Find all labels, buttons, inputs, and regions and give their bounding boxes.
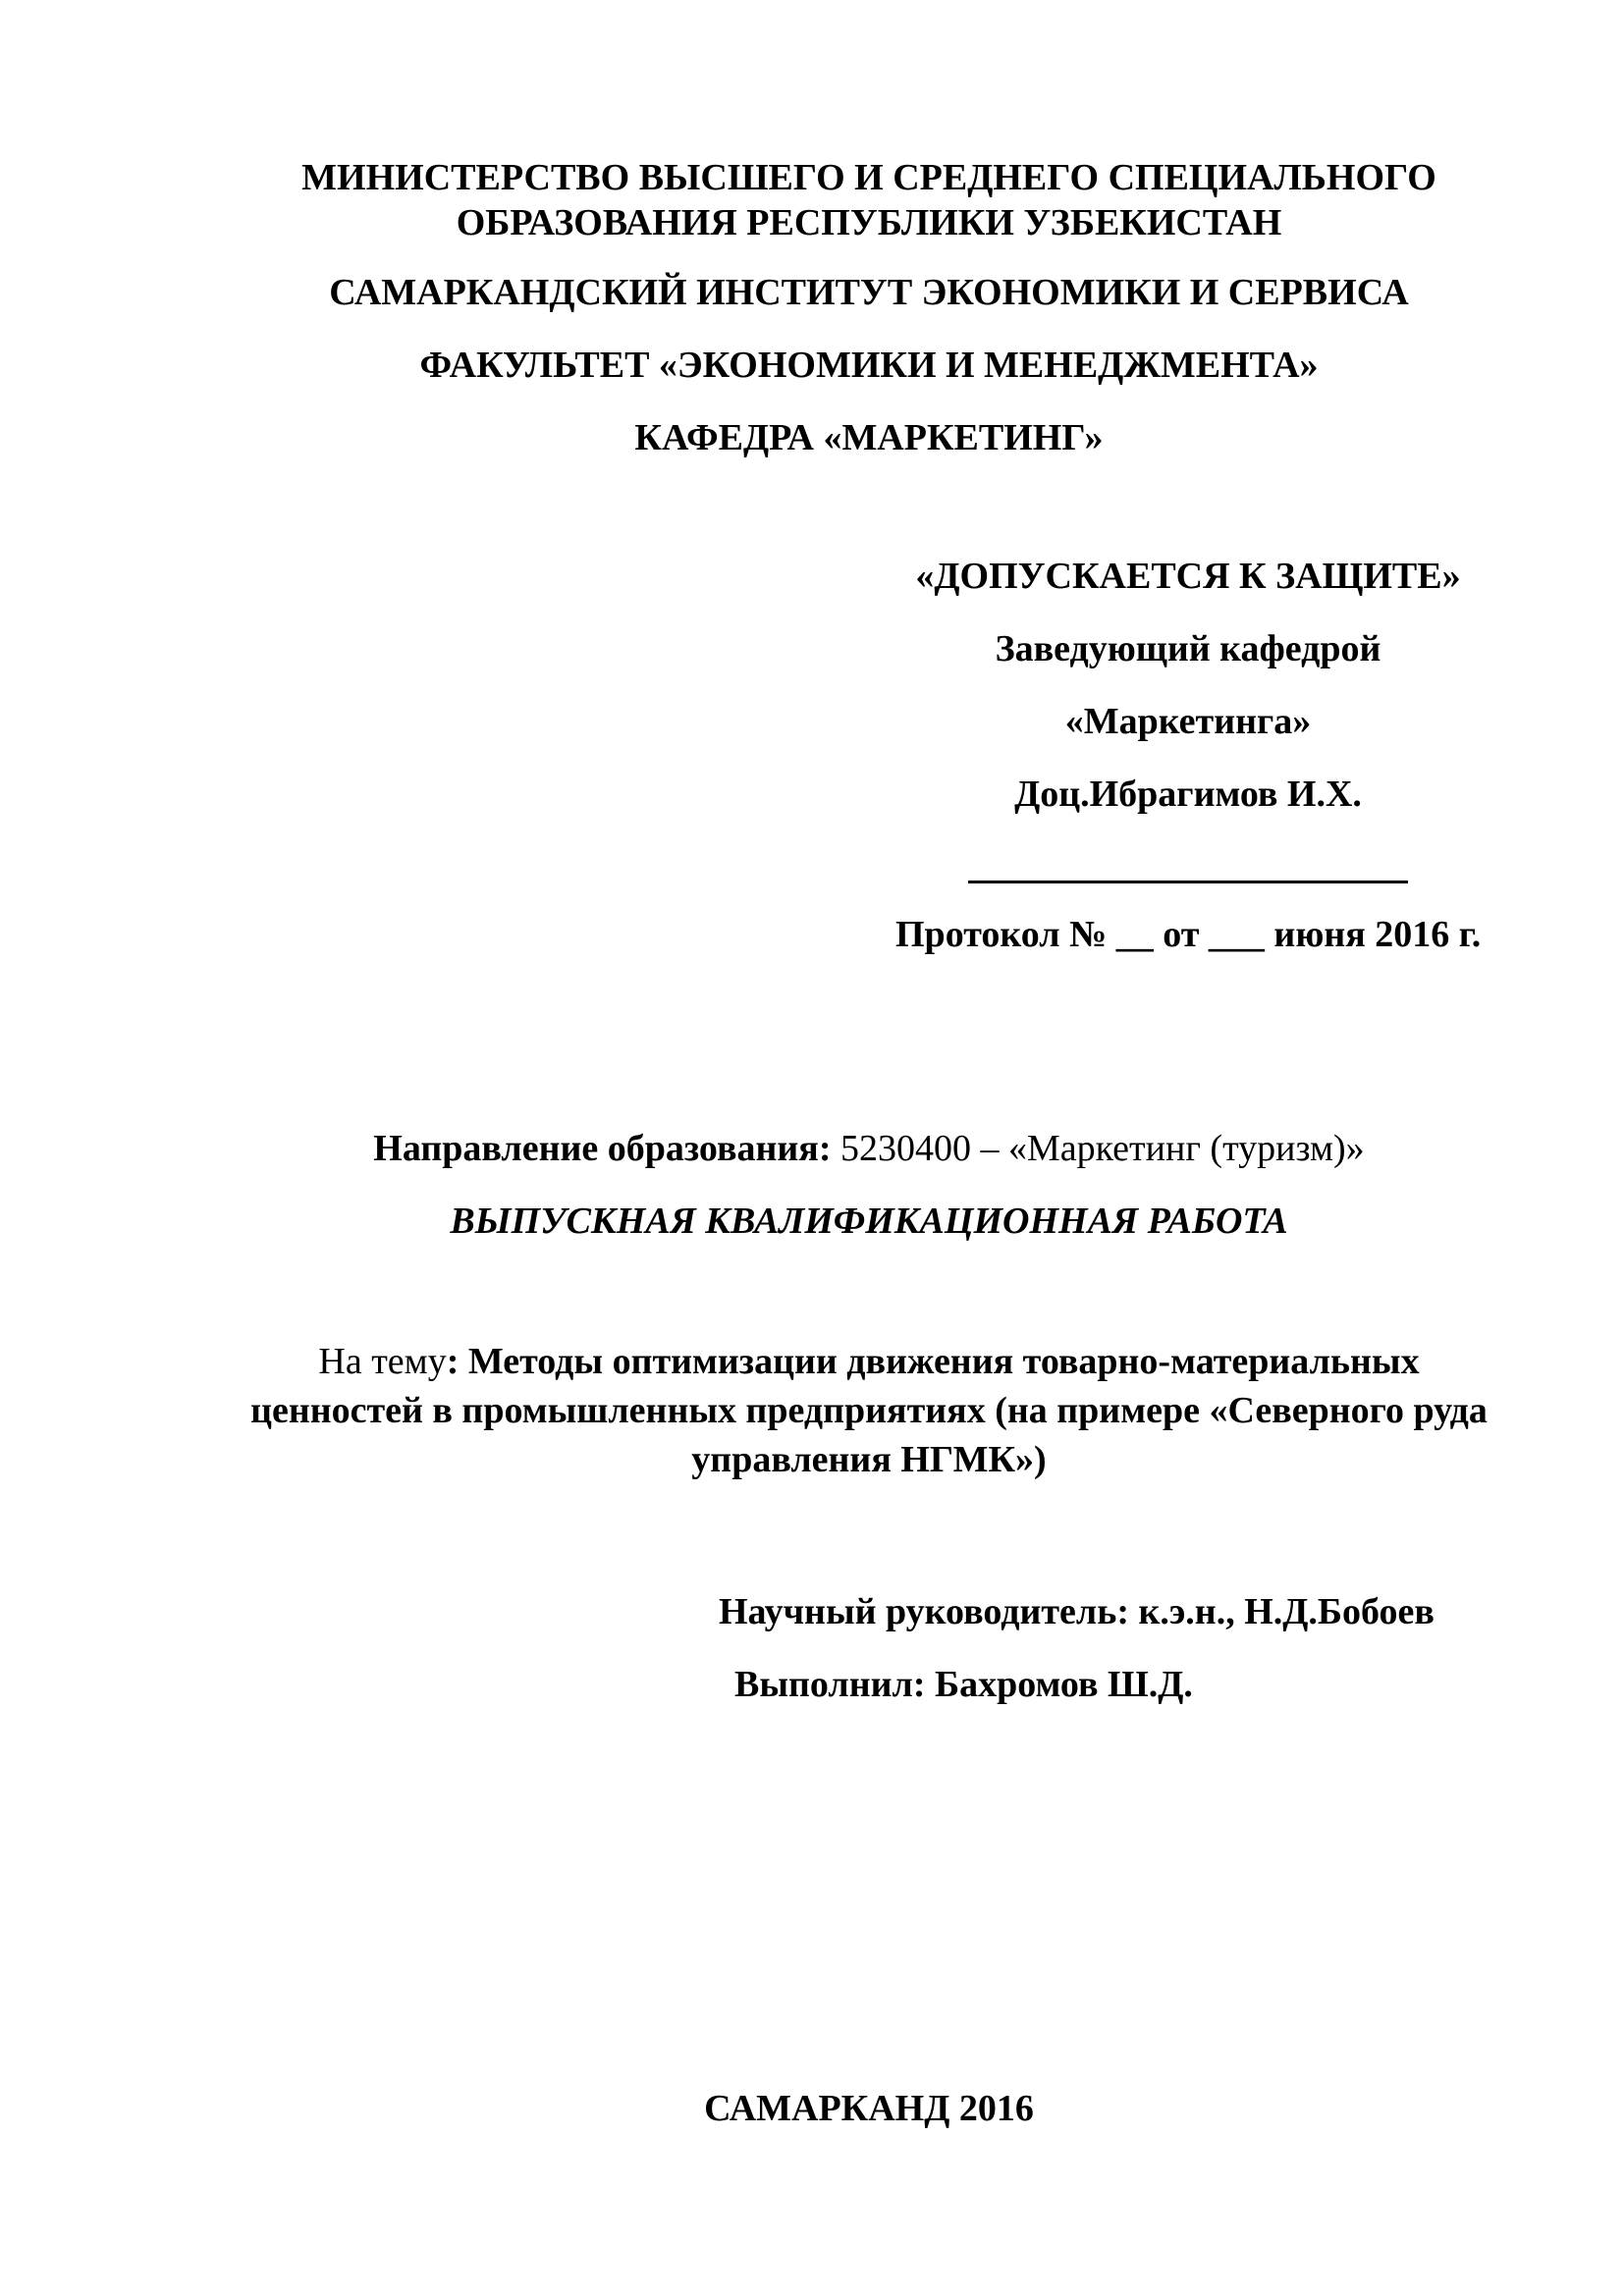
topic-line-3: управления НГМК»)	[691, 1439, 1047, 1480]
supervisor-line: Научный руководитель: к.э.н., Н.Д.Бобоев	[719, 1591, 1435, 1632]
direction-value: 5230400 – «Маркетинг (туризм)»	[831, 1128, 1365, 1169]
topic-line-2: ценностей в промышленных предприятиях (на примере «Северного руда	[250, 1390, 1488, 1431]
protocol-line: Протокол № __ от ___ июня 2016 г.	[895, 914, 1482, 955]
ministry-line-1: МИНИСТЕРСТВО ВЫСШЕГО И СРЕДНЕГО СПЕЦИАЛЬНОГО	[301, 157, 1436, 198]
topic-title-1: : Методы оптимизации движения товарно-материальных	[446, 1341, 1420, 1382]
head-name: Доц.Ибрагимов И.Х.	[1014, 774, 1362, 815]
topic-block	[0, 1337, 1624, 1484]
faculty-heading: ФАКУЛЬТЕТ «ЭКОНОМИКИ И МЕНЕДЖМЕНТА»	[419, 345, 1319, 386]
city-year: САМАРКАНД 2016	[704, 2088, 1034, 2129]
direction-label: Направление образования:	[373, 1128, 832, 1169]
topic-prefix: На тему	[318, 1341, 447, 1382]
author-line: Выполнил: Бахромов Ш.Д.	[734, 1664, 1193, 1705]
department-name: «Маркетинга»	[1064, 701, 1312, 742]
topic-line-1	[0, 1337, 1624, 1386]
head-title: Заведующий кафедрой	[995, 628, 1381, 669]
department-heading: КАФЕДРА «МАРКЕТИНГ»	[634, 417, 1104, 458]
direction-line	[0, 1127, 1624, 1170]
signature-line	[903, 845, 1473, 888]
approval-block	[903, 555, 1473, 888]
ministry-line-2: ОБРАЗОВАНИЯ РЕСПУБЛИКИ УЗБЕКИСТАН	[456, 202, 1282, 243]
thesis-type: ВЫПУСКНАЯ КВАЛИФИКАЦИОННАЯ РАБОТА	[450, 1201, 1288, 1242]
institute-heading: САМАРКАНДСКИЙ ИНСТИТУТ ЭКОНОМИКИ И СЕРВИСА	[329, 272, 1409, 313]
ministry-heading	[0, 155, 1624, 245]
admitted-label: «ДОПУСКАЕТСЯ К ЗАЩИТЕ»	[915, 556, 1461, 597]
